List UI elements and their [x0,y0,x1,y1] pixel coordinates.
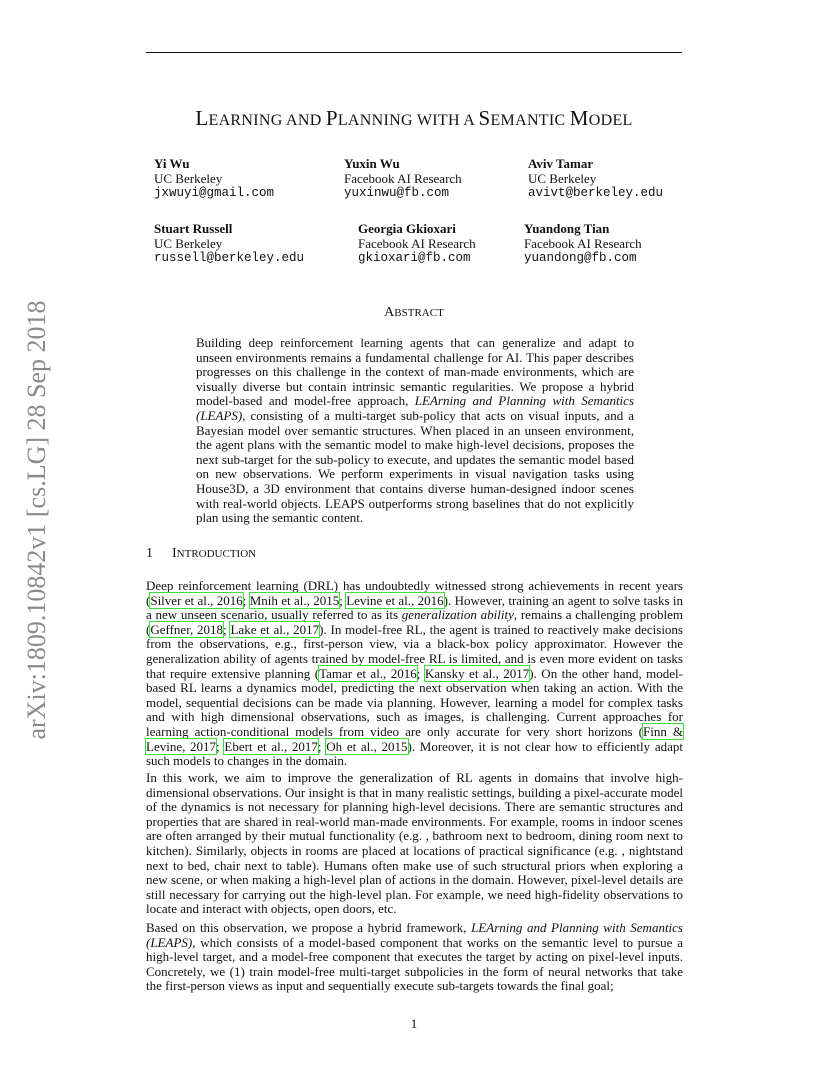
paper-title: LEARNING AND PLANNING WITH A SEMANTIC MODEL [195,106,633,130]
author-affiliation: Facebook AI Research [524,235,642,251]
abstract-body: Building deep reinforcement learning agents that can generalize and adapt to unseen environments remains a fundamental challenge for AI. This paper describes progresses on this challenge in the context of man-made environments, which are visually diverse but contain intrinsic semantic regularities. We propose a hybrid model-based and model-free approach, LEArning and Planning with Semantics (LEAPS), consisting of a multi-target sub-policy that acts on visual inputs, and a Bayesian model over semantic structures. When placed in an unseen environment, the agent plans with the semantic model to make high-level decisions, proposes the next sub-target for the sub-policy to execute, and updates the semantic model based on new observations. We perform experiments in visual navigation tasks using House3D, a 3D environment that contains diverse human-designed indoor scenes with real-world objects. LEAPS outperforms strong baselines that do not explicitly plan using the semantic content. [196,335,634,526]
author-affiliation: Facebook AI Research [358,235,476,251]
author-email[interactable]: russell@berkeley.edu [154,251,305,265]
page-number: 1 [410,1016,418,1031]
citation-link[interactable]: Finn & Levine, 2017 [146,723,683,754]
citation-link[interactable]: Ebert et al., 2017 [224,738,318,754]
author-name: Aviv Tamar [528,156,594,171]
citation-link[interactable]: Silver et al., 2016 [150,592,243,608]
author-block [358,222,476,266]
author-name: Georgia Gkioxari [358,221,456,236]
citation-link[interactable]: Levine et al., 2016 [346,592,444,608]
intro-paragraph-2: In this work, we aim to improve the generalization of RL agents in domains that involve high-dimensional observations. Our insight is that in many realistic settings, building a pixel-accurate model of the dynamics is not necessary for planning high-level decisions. There are semantic structures and properties that are shared in real-world man-made environments. For example, rooms in indoor scenes are often arranged by their mutual functionality (e.g. , bathroom next to bedroom, dining room next to kitchen). Similarly, objects in rooms are placed at locations of practical significance (e.g. , nightstand next to bed, chair next to table). Humans often make use of such structural priors when exploring a new scene, or when making a high-level plan of actions in the domain. However, pixel-level details are still necessary for carrying out the high-level plan. For example, we need high-fidelity observations to locate and interact with objects, open doors, etc. [146,770,683,917]
citation-link[interactable]: Geffner, 2018 [150,621,224,637]
author-affiliation: UC Berkeley [154,170,223,186]
author-name: Yuandong Tian [524,221,610,236]
author-affiliation: Facebook AI Research [344,170,462,186]
author-block [154,222,304,266]
citation-link[interactable]: Kansky et al., 2017 [424,665,530,681]
author-email[interactable]: jxwuyi@gmail.com [154,186,275,200]
author-affiliation: UC Berkeley [528,170,597,186]
author-block [528,157,663,201]
author-block [524,222,642,266]
section-heading-introduction: 1 INTRODUCTION [146,546,257,561]
citation-link[interactable]: Oh et al., 2015 [326,738,408,754]
author-email[interactable]: yuandong@fb.com [524,251,637,265]
author-email[interactable]: avivt@berkeley.edu [528,186,664,200]
author-email[interactable]: yuxinwu@fb.com [344,186,450,200]
top-rule [146,52,682,53]
abstract-heading: ABSTRACT [384,305,444,320]
author-affiliation: UC Berkeley [154,235,223,251]
citation-link[interactable]: Mnih et al., 2015 [249,592,340,608]
arxiv-identifier: arXiv:1809.10842v1 [cs.LG] 28 Sep 2018 [22,300,51,740]
author-email[interactable]: gkioxari@fb.com [358,251,471,265]
author-block [154,157,274,201]
citation-link[interactable]: Tamar et al., 2016 [319,665,417,681]
author-name: Yi Wu [154,156,190,171]
arxiv-sidebar [22,290,52,750]
author-name: Yuxin Wu [344,156,400,171]
citation-link[interactable]: Lake et al., 2017 [230,621,320,637]
intro-paragraph-3: Based on this observation, we propose a hybrid framework, LEArning and Planning with Semantics (LEAPS), which consists of a model-based component that works on the semantic level to pursue a high-level target, and a model-free component that executes the target by acting on pixel-level inputs. Concretely, we (1) train model-free multi-target subpolicies in the form of neural networks that take the first-person views as input and sequentially execute sub-targets towards the final goal; [146,920,683,994]
author-name: Stuart Russell [154,221,233,236]
author-block [344,157,462,201]
intro-paragraph-1: Deep reinforcement learning (DRL) has undoubtedly witnessed strong achievements in recent years (Silver et al., 2016; Mnih et al., 2015; Levine et al., 2016). However, training an agent to solve tasks in a new unseen scenario, usually referred to as its generalization ability, remains a challenging problem (Geffner, 2018; Lake et al., 2017). In model-free RL, the agent is trained to reactively make decisions from the observations, e.g., first-person view, via a black-box policy approximator. However the generalization ability of agents trained by model-free RL is limited, and is even more evident on tasks that require extensive planning (Tamar et al., 2016; Kansky et al., 2017). On the other hand, model-based RL learns a dynamics model, predicting the next observation when taking an action. With the model, sequential decisions can be made via planning. However, learning a model for complex tasks and with high dimensional observations, such as images, is challenging. Current approaches for learning action-conditional models from video are only accurate for very short horizons (Finn & Levine, 2017; Ebert et al., 2017; Oh et al., 2015). Moreover, it is not clear how to efficiently adapt such models to changes in the domain. [146,578,684,769]
